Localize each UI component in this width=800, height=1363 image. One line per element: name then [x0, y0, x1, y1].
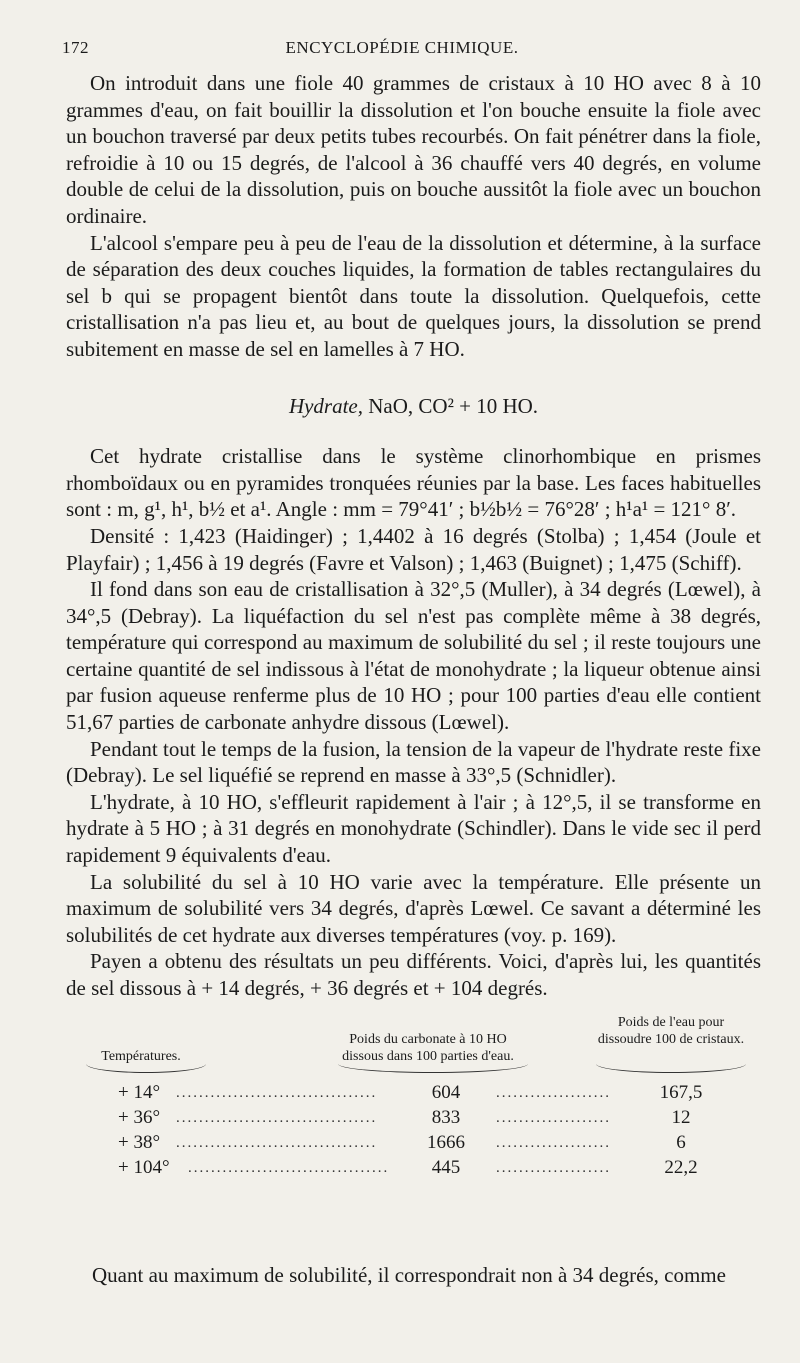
table-header-water-weight: Poids de l'eau pour dissoudre 100 de cristaux.: [597, 1014, 745, 1047]
paragraph: La solubilité du sel à 10 HO varie avec la température. Elle présente un maximum de solubilité vers 34 degrés, d'après Lœwel. Ce savant a déterminé les solubilités de cet hydrate aux diverses températures (voy. p. 169).: [66, 869, 761, 947]
section-heading-title: Hydrate,: [288, 393, 364, 418]
paragraph: L'alcool s'empare peu à peu de l'eau de la dissolution et détermine, à la surface de séparation des deux couches liquides, la formation de tables rectangulaires du sel b qui se propagent bientôt dans toute la dissolution. Quelquefois, cette cristallisation n'a pas lieu et, au bout de quelques jours, la dissolution se prend subitement en masse de sel en lamelles à 7 HO.: [66, 230, 761, 361]
table-header-weight-dissolved: Poids du carbonate à 10 HO dissous dans 100 parties d'eau.: [342, 1031, 514, 1064]
cell-weight: 445: [431, 1156, 461, 1178]
paragraph: Pendant tout le temps de la fusion, la tension de la vapeur de l'hydrate reste fixe (Debray). Le sel liquéfié se reprend en masse à 33°,5 (Schnidler).: [66, 736, 761, 788]
cell-water: 22,2: [664, 1156, 698, 1178]
paragraph: Densité : 1,423 (Haidinger) ; 1,4402 à 16 degrés (Stolba) ; 1,454 (Joule et Playfair) ; 1,456 à 19 degrés (Favre et Valson) ; 1,463 (Buignet) ; 1,475 (Schiff).: [66, 523, 761, 575]
table-header-temperature: Températures.: [101, 1048, 181, 1064]
section-heading-formula: NaO, CO² + 10 HO.: [368, 393, 539, 418]
table-row: + 14° ................................... 604 .................... 167,5: [66, 1080, 761, 1104]
cell-temperature: + 38°: [118, 1131, 161, 1153]
table-row: + 36° ................................... 833 .................... 12: [66, 1105, 761, 1129]
page-number: 172: [62, 38, 89, 57]
running-title: ENCYCLOPÉDIE CHIMIQUE.: [285, 38, 519, 57]
paragraph: L'hydrate, à 10 HO, s'effleurit rapidement à l'air ; à 12°,5, il se transforme en hydrate à 5 HO ; à 31 degrés en monohydrate (Schindler). Dans le vide sec il perd rapidement 9 équivalents d'eau.: [66, 789, 761, 868]
cell-weight: 604: [431, 1081, 461, 1103]
table-row: + 104° ................................... 445 .................... 22,2: [66, 1155, 761, 1179]
cell-water: 12: [671, 1106, 691, 1128]
paragraph: Payen a obtenu des résultats un peu différents. Voici, d'après lui, les quantités de sel dissous à + 14 degrés, + 36 degrés et + 104 degrés.: [66, 949, 761, 1000]
cell-temperature: + 14°: [118, 1081, 161, 1103]
section-heading: [66, 393, 761, 420]
cell-water: 6: [676, 1131, 686, 1153]
table-row: + 38° ................................... 1666 .................... 6: [66, 1130, 761, 1154]
solubility-table: [66, 1008, 761, 1198]
closing-line: Quant au maximum de solubilité, il correspondrait non à 34 degrés, comme: [92, 1263, 726, 1287]
paragraph: Il fond dans son eau de cristallisation à 32°,5 (Muller), à 34 degrés (Lœwel), à 34°,5 (Debray). La liquéfaction du sel n'est pas complète même à 38 degrés, température qui correspond au maximum de solubilité du sel ; il reste toujours une certaine quantité de sel indissous à l'état de monohydrate ; la liqueur obtenue ainsi par fusion aqueuse renferme plus de 10 HO ; pour 100 parties d'eau elle contient 51,67 parties de carbonate anhydre dissous (Lœwel).: [66, 577, 761, 735]
cell-water: 167,5: [659, 1081, 703, 1103]
cell-weight: 1666: [427, 1131, 465, 1153]
paragraph: Cet hydrate cristallise dans le système clinorhombique en prismes rhomboïdaux ou en pyramides tronquées réunies par la base. Les faces habituelles sont : m, g¹, h¹, b½ et a¹. Angle : mm = 79°41′ ; b½b½ = 76°28′ ; h¹a¹ = 121° 8′.: [66, 444, 761, 522]
cell-temperature: + 104°: [118, 1156, 170, 1178]
header-brace: [596, 1064, 746, 1073]
header-brace: [86, 1064, 206, 1073]
cell-temperature: + 36°: [118, 1106, 161, 1128]
paragraph: On introduit dans une fiole 40 grammes de cristaux à 10 HO avec 8 à 10 grammes d'eau, on fait bouillir la dissolution et l'on bouche ensuite la fiole avec un bouchon traversé par deux petits tubes recourbés. On fait pénétrer dans la fiole, refroidie à 10 ou 15 degrés, de l'alcool à 36 chauffé vers 40 degrés, en volume double de celui de la dissolution, puis on bouche aussitôt la fiole avec un bouchon ordinaire.: [66, 71, 761, 228]
page-header: [62, 38, 742, 64]
body-text: [66, 70, 761, 1198]
cell-weight: 833: [431, 1106, 461, 1128]
header-brace: [338, 1064, 528, 1073]
